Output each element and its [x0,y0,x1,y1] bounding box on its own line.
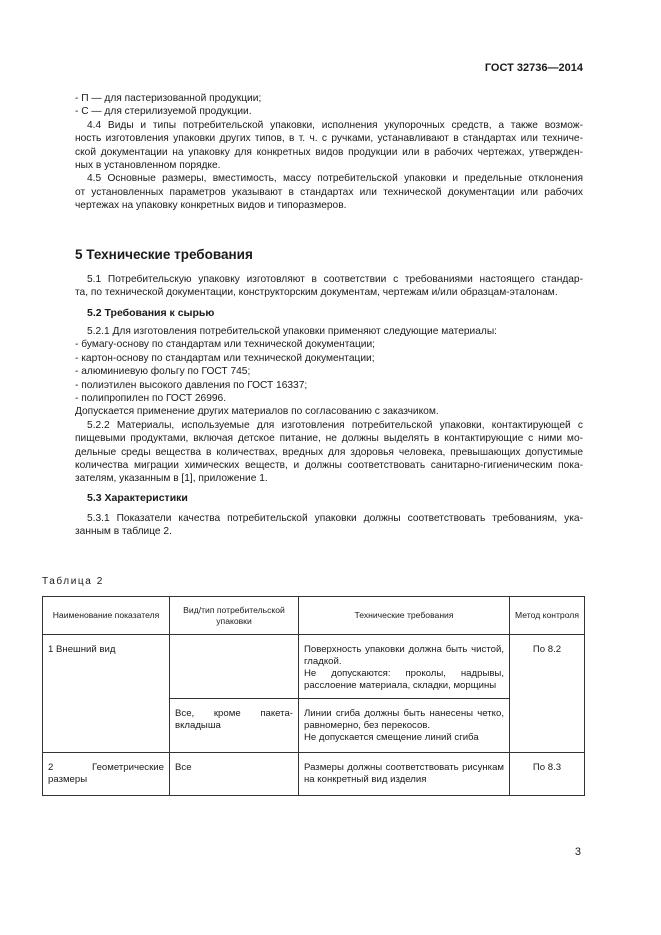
paragraph-line: пищевыми продуктами, включая детское питание, не должны выделять в контактирующие с ними мо- [75,433,583,445]
paragraph-5-3-1 [75,512,583,539]
paragraph-line: количества миграции химических веществ, и должны соответствовать санитарно-гигиеническим пока- [75,460,583,472]
pack-type-cell [170,635,299,699]
requirements-cell [299,753,510,796]
paragraph-line: 5.1 Потребительскую упаковку изготовляют в соответствии с требованиями настоящего стандар- [87,274,583,285]
table-header-row [43,597,585,635]
paragraph-line: зателям, указанным в [1], приложение 1. [75,473,268,485]
section-heading: 5 Технические требования [75,247,253,262]
paragraph-line: занным в таблице 2. [75,526,172,538]
intro-block [75,92,583,213]
paragraph-5-1 [75,273,583,300]
intro-line: - С — для стерилизуемой продукции. [75,106,252,118]
paragraph-line: 4.5 Основные размеры, вместимость, массу потребительской упаковки и предельные отклонения [87,173,583,185]
column-header: Технические требования [299,597,510,635]
table-row [43,635,585,699]
paragraph-line: ской документации на упаковку для конкретных видов продукции или в рабочих чертежах, утвержден- [75,146,583,158]
paragraph-line: 5.3.1 Показатели качества потребительской упаковки должны соответствовать требованиям, ука- [87,513,583,524]
requirements-cell [299,699,510,753]
subsection-heading: 5.3 Характеристики [87,492,188,504]
paragraph-line: дельные среды вещества в количествах, вредных для здоровья человека, превышающих допустимые [75,446,583,458]
paragraph-line: от установленных параметров указывают в стандартах или технической документации или рабочих [75,186,583,198]
requirement-text: Линии сгиба должны быть нанесены четко, равномерно, без перекосов. [304,708,504,731]
paragraph-line: ных в установленном порядке. [75,160,221,172]
list-item: - полиэтилен высокого давления по ГОСТ 16337; [75,379,308,391]
paragraph-line: ность изготовления упаковки других типов, в т. ч. с ручками, устанавливают в стандартах или техниче- [75,133,583,145]
table-row [43,753,585,796]
list-item: - полипропилен по ГОСТ 26996. [75,393,227,405]
column-header: Наименование показателя [43,597,170,635]
requirement-text: Не допускается смещение линий сгиба [304,732,479,743]
document-code: ГОСТ 32736—2014 [484,62,583,74]
column-header: Метод контроля [510,597,585,635]
paragraph-line: 4.4 Виды и типы потребительской упаковки, исполнения укупорочных средств, а также возмож- [87,119,583,131]
page-number: 3 [574,846,581,858]
paragraph-line: 5.2.2 Материалы, используемые для изготовления потребительской упаковки, контактирующей с [87,419,583,431]
indicator-cell: 2 Геометрические размеры [43,753,170,796]
paragraph-line: 5.2.1 Для изготовления потребительской упаковки применяют следующие материалы: [87,326,498,337]
subsection-heading: 5.2 Требования к сырью [87,307,215,319]
requirement-text: Не допускаются: проколы, надрывы, расслоение материала, складки, морщины [304,668,504,691]
list-item: - картон-основу по стандартам или технической документации; [75,352,375,364]
method-cell: По 8.2 [510,635,585,753]
intro-line: - П — для пастеризованной продукции; [75,93,262,104]
paragraph-line: Допускается применение других материалов по согласованию с заказчиком. [75,406,439,418]
list-item: - бумагу-основу по стандартам или технической документации; [75,339,376,351]
indicator-cell: 1 Внешний вид [43,635,170,753]
requirements-table [42,596,585,796]
requirement-text: Размеры должны соответствовать рисункам на конкретный вид изделия [304,762,504,785]
list-item: - алюминиевую фольгу по ГОСТ 745; [75,366,251,378]
paragraph-line: та, по технической документации, конструкторским документам, чертежам и/или образцам-эталонам. [75,287,558,299]
requirements-cell [299,635,510,699]
requirement-text: Поверхность упаковки должна быть чистой, гладкой. [304,644,504,667]
method-cell: По 8.3 [510,753,585,796]
paragraph-5-2 [75,325,583,486]
pack-type-cell: Все [170,753,299,796]
paragraph-line: чертежах на упаковку конкретных видов и типоразмеров. [75,200,347,212]
column-header: Вид/тип потребительской упаковки [170,597,299,635]
pack-type-cell: Все, кроме пакета-вкладыша [170,699,299,753]
table-caption: Таблица 2 [42,576,104,587]
